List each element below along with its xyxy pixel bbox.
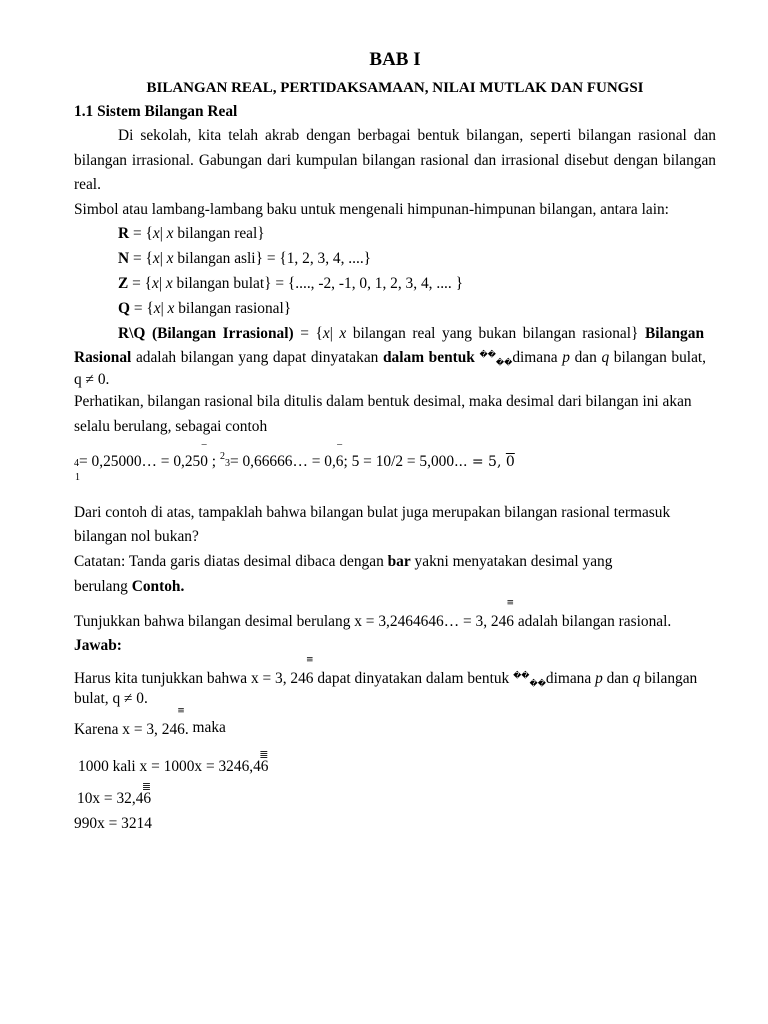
decimal-intro-line: Perhatikan, bilangan rasional bila ditulis dalam bentuk desimal, maka desimal dari bilangan ini akan	[74, 393, 692, 410]
observation-line: Dari contoh di atas, tampaklah bahwa bilangan bulat juga merupakan bilangan rasional termasuk	[74, 504, 671, 521]
definition-text: dan	[569, 349, 602, 366]
example-text: = 0,66666… = 0,	[229, 453, 336, 470]
set-open: = {	[293, 325, 323, 342]
equation-text: 1000 kali x = 1000x = 3246,	[78, 758, 254, 775]
repeating-digits	[253, 748, 269, 776]
bold-term: Rasional	[74, 349, 132, 366]
set-variable: x	[152, 225, 160, 242]
set-symbol: R	[118, 225, 130, 242]
prompt-text: adalah bilangan rasional.	[513, 613, 672, 630]
set-variable: x	[153, 300, 161, 317]
step-text: Harus kita tunjukkan bahwa x = 3, 2	[74, 670, 299, 687]
step-text: dimana	[545, 670, 596, 687]
set-variable: x	[165, 275, 173, 292]
example-text: ;	[207, 453, 220, 470]
fraction-numerator-glyph: ��	[479, 350, 496, 359]
set-separator: |	[159, 250, 167, 267]
repeat-bar-mark: ≡	[506, 598, 514, 608]
set-variable: x	[322, 325, 330, 342]
variable-p: p	[595, 670, 603, 687]
set-open: = {	[129, 225, 153, 242]
set-description: bilangan rasional}	[174, 300, 292, 317]
set-variable: x	[166, 250, 174, 267]
set-symbol: Q	[118, 300, 130, 317]
set-open: = {	[128, 275, 153, 292]
rational-condition: q ≠ 0.	[74, 371, 110, 388]
repeat-bar-mark: ≡	[305, 655, 314, 665]
set-separator: |	[159, 225, 167, 242]
repeat-bar-mark: ≣	[259, 748, 269, 761]
symbols-intro: Simbol atau lambang-lambang baku untuk mengenali himpunan-himpunan bilangan, antara lain:	[74, 201, 669, 218]
answer-step	[74, 655, 698, 690]
note-text: berulang	[74, 578, 132, 595]
repeating-digits-value: 46	[253, 758, 269, 775]
bold-phrase: dalam bentuk	[383, 349, 475, 366]
set-open: = {	[129, 300, 154, 317]
bold-term: Bilangan	[644, 325, 705, 342]
definition-text: adalah bilangan yang dapat dinyatakan	[131, 349, 383, 366]
set-definition-integer	[118, 275, 463, 293]
repeating-digit	[200, 439, 208, 471]
repeating-digits-value: 46	[169, 721, 185, 738]
example-label: Contoh.	[131, 578, 185, 595]
chapter-title: BAB I	[369, 49, 421, 70]
equation-text: 10x = 32,	[77, 790, 136, 807]
set-symbol: R\Q (Bilangan Irrasional)	[118, 325, 294, 342]
set-variable: x	[152, 275, 159, 292]
set-symbol: N	[118, 250, 130, 267]
observation-line: bilangan nol bukan?	[74, 528, 199, 545]
set-description: bilangan asli} = {1, 2, 3, 4, ....}	[173, 250, 372, 267]
repeating-digit-value: 0	[200, 453, 208, 470]
fraction-denominator-glyph: ��	[495, 358, 513, 367]
fraction-denominator: 3	[224, 458, 230, 469]
repeating-digits-value: 46	[298, 670, 314, 687]
repeating-digits-value: 46	[498, 613, 514, 630]
step-text: bilangan	[640, 670, 698, 687]
example-text: ; 5 = 10/2 = 5,000	[343, 453, 455, 470]
step-text: dapat dinyatakan dalam bentuk	[313, 670, 514, 687]
fraction-numerator: 2	[219, 451, 225, 462]
repeat-bar-mark: ≣	[141, 780, 152, 793]
repeating-digits	[169, 706, 185, 739]
note-line	[74, 578, 184, 596]
set-description: bilangan real yang bukan bilangan rasional}	[346, 325, 645, 342]
set-variable: x	[167, 300, 175, 317]
answer-label: Jawab:	[74, 637, 122, 654]
equation-line: 990x = 3214	[74, 815, 152, 832]
chapter-subtitle: BILANGAN REAL, PERTIDAKSAMAAN, NILAI MUTLAK DAN FUNGSI	[146, 80, 644, 96]
step-text: maka	[188, 719, 226, 736]
note-text: yakni menyatakan desimal yang	[410, 553, 613, 570]
note-text: Catatan: Tanda garis diatas desimal dibaca dengan	[74, 553, 388, 570]
equation-line	[78, 748, 269, 776]
equation-line	[77, 780, 152, 808]
fraction-numerator: 1	[75, 472, 80, 483]
decimal-intro-line: selalu berulang, sebagai contoh	[74, 418, 268, 435]
variable-q: q	[632, 670, 641, 687]
example-prompt	[74, 598, 672, 631]
set-separator: |	[329, 325, 340, 342]
step-text: Karena x = 3, 2	[74, 721, 170, 738]
repeating-digits	[498, 598, 514, 631]
note-line	[74, 553, 612, 571]
repeating-digits	[135, 780, 152, 808]
definition-text: dimana	[512, 349, 563, 366]
set-variable: x	[339, 325, 347, 342]
variable-q: q	[601, 349, 610, 366]
section-heading: 1.1 Sistem Bilangan Real	[74, 103, 238, 120]
set-open: = {	[129, 250, 153, 267]
repeating-digit: 0	[505, 454, 515, 470]
rational-definition	[74, 349, 706, 369]
set-description: bilangan real}	[173, 225, 265, 242]
example-text: ... = 5,	[454, 454, 506, 470]
fraction-denominator: 4	[74, 458, 79, 469]
prompt-text: Tunjukkan bahwa bilangan desimal berulang x = 3,2464646… = 3, 2	[74, 613, 499, 630]
step-text: .	[184, 721, 189, 738]
set-definition-irrational	[118, 325, 704, 343]
decimal-examples	[74, 439, 515, 473]
intro-line: real.	[74, 176, 101, 193]
set-symbol: Z	[118, 275, 129, 292]
intro-line: Di sekolah, kita telah akrab dengan berbagai bentuk bilangan, seperti bilangan rasional dan	[118, 127, 716, 144]
answer-step: bulat, q ≠ 0.	[74, 690, 148, 707]
answer-step	[74, 706, 226, 739]
repeat-bar-mark: ≡	[177, 706, 185, 716]
set-definition-natural	[118, 250, 371, 268]
set-definition-rational	[118, 300, 291, 318]
fraction-denominator-glyph: ��	[529, 679, 546, 688]
fraction-numerator-glyph: ��	[513, 671, 530, 680]
example-text: = 0,25000… = 0,25	[79, 453, 201, 470]
intro-line: bilangan irrasional. Gabungan dari kumpulan bilangan rasional dan irrasional disebut dengan bilangan	[74, 152, 716, 169]
set-variable: x	[152, 250, 160, 267]
set-description: bilangan bulat} = {...., -2, -1, 0, 1, 2, 3, 4, .... }	[172, 275, 463, 292]
definition-text: bilangan bulat,	[609, 349, 707, 366]
repeating-digit-value: 6	[335, 453, 344, 470]
set-variable: x	[166, 225, 174, 242]
repeating-digits-value: 46	[135, 790, 152, 807]
overbar-mark: –	[201, 439, 207, 450]
bold-term: bar	[387, 553, 411, 570]
overbar-mark: –	[337, 439, 343, 450]
variable-p: p	[562, 349, 570, 366]
step-text: dan	[602, 670, 633, 687]
set-separator: |	[160, 300, 168, 317]
repeating-digits	[298, 655, 314, 688]
repeating-digit	[335, 439, 344, 471]
set-separator: |	[158, 275, 166, 292]
set-definition-real	[118, 225, 265, 243]
